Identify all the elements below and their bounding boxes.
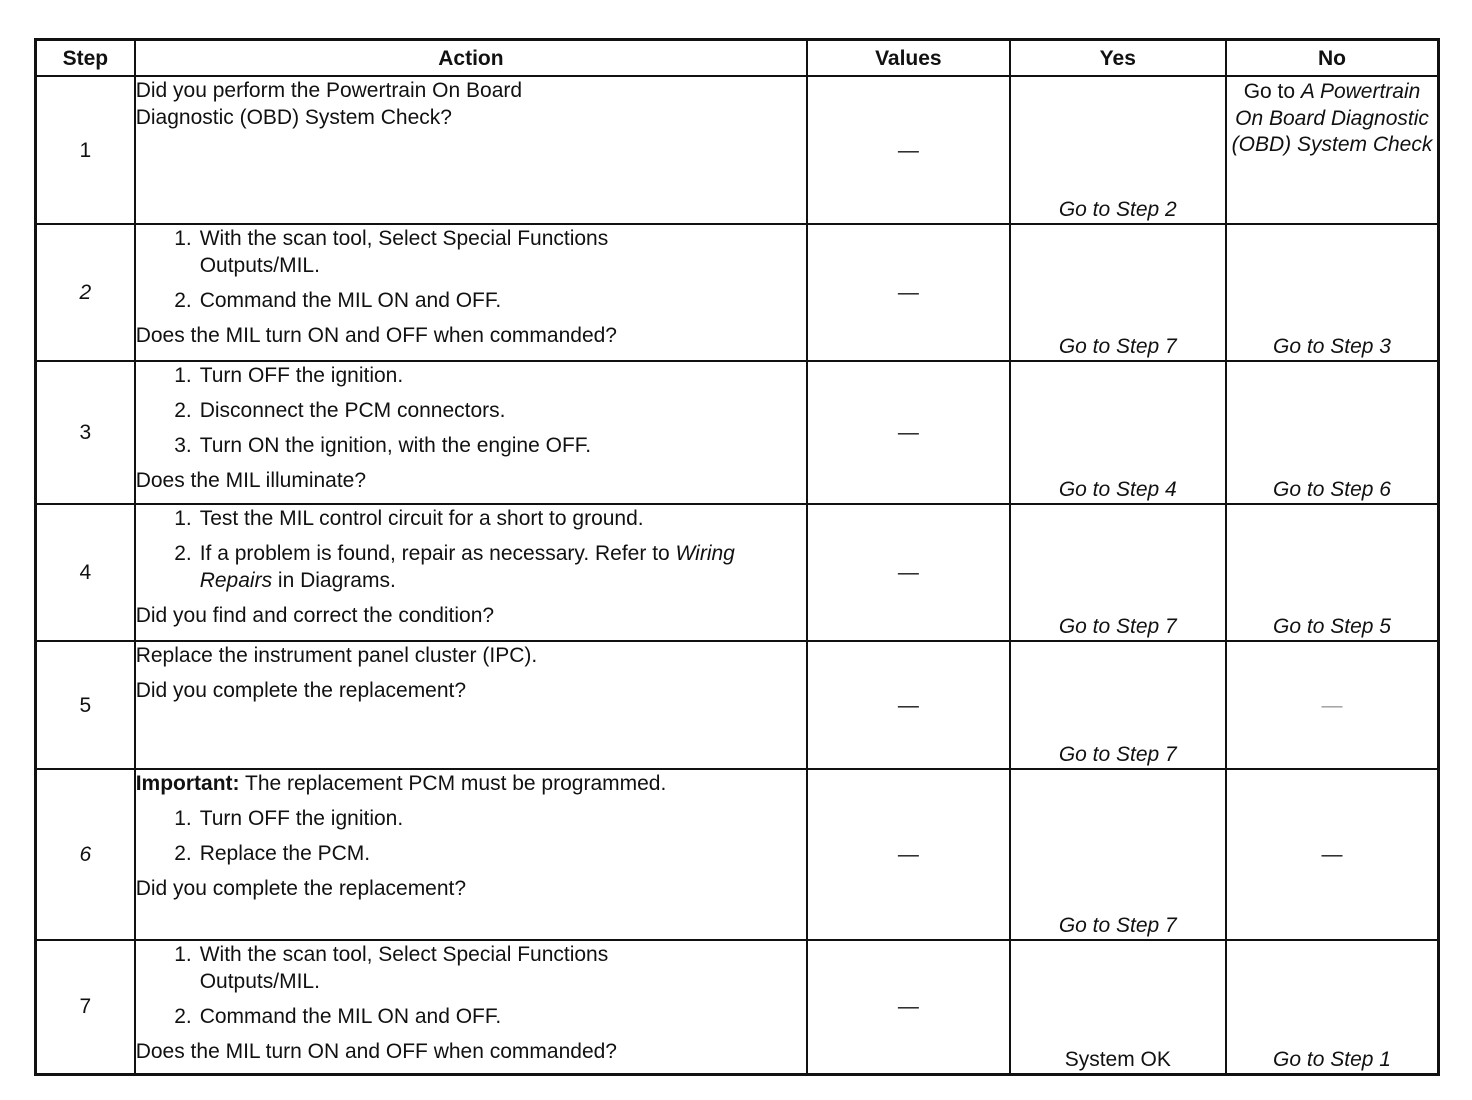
action-cell bbox=[135, 940, 807, 1074]
header-values: Values bbox=[807, 40, 1009, 77]
action-question: Did you find and correct the condition? bbox=[135, 604, 495, 627]
header-row bbox=[36, 40, 1439, 77]
list-item bbox=[136, 432, 806, 459]
item-number: 2. bbox=[174, 289, 192, 312]
no-prefix: Go to bbox=[1243, 80, 1301, 103]
list-item bbox=[136, 505, 806, 532]
no-cell: Go to Step 3 bbox=[1226, 224, 1438, 361]
action-question: Did you perform the Powertrain On Board Diagnostic (OBD) System Check? bbox=[135, 79, 523, 129]
item-number: 2. bbox=[174, 1005, 192, 1028]
table-row bbox=[36, 504, 1439, 641]
table-row bbox=[36, 769, 1439, 940]
item-text: With the scan tool, Select Special Functions Outputs/MIL. bbox=[199, 227, 609, 277]
no-cell: — bbox=[1226, 769, 1438, 940]
item-text: Replace the PCM. bbox=[199, 842, 371, 865]
yes-cell: Go to Step 7 bbox=[1010, 769, 1226, 940]
table-row bbox=[36, 224, 1439, 361]
item-number: 2. bbox=[174, 842, 192, 865]
step-number: 2 bbox=[36, 224, 135, 361]
item-text: Turn ON the ignition, with the engine OFF. bbox=[199, 434, 592, 457]
action-cell bbox=[135, 641, 807, 769]
action-cell bbox=[135, 224, 807, 361]
no-cell: — bbox=[1226, 641, 1438, 769]
action-line: Replace the instrument panel cluster (IPC). bbox=[135, 644, 538, 667]
step-number: 6 bbox=[36, 769, 135, 940]
action-cell bbox=[135, 769, 807, 940]
list-item bbox=[136, 840, 806, 867]
wiring-repairs-link[interactable]: Wiring Repairs bbox=[199, 542, 735, 592]
table-row bbox=[36, 641, 1439, 769]
action-cell bbox=[135, 361, 807, 504]
item-text: Command the MIL ON and OFF. bbox=[199, 289, 502, 312]
header-yes: Yes bbox=[1010, 40, 1226, 77]
step-number: 1 bbox=[36, 76, 135, 224]
yes-cell: Go to Step 4 bbox=[1010, 361, 1226, 504]
item-text: Disconnect the PCM connectors. bbox=[199, 399, 506, 422]
yes-cell: Go to Step 7 bbox=[1010, 224, 1226, 361]
list-item bbox=[136, 540, 806, 594]
action-cell bbox=[135, 76, 807, 224]
list-item bbox=[136, 941, 806, 995]
header-step: Step bbox=[36, 40, 135, 77]
list-item bbox=[136, 362, 806, 389]
no-cell bbox=[1226, 76, 1438, 224]
header-no: No bbox=[1226, 40, 1438, 77]
list-item bbox=[136, 225, 806, 279]
table-row bbox=[36, 940, 1439, 1074]
values-cell: — bbox=[807, 641, 1009, 769]
values-cell: — bbox=[807, 769, 1009, 940]
item-number: 3. bbox=[174, 434, 192, 457]
item-number: 1. bbox=[174, 507, 192, 530]
no-cell: Go to Step 6 bbox=[1226, 361, 1438, 504]
step-number: 5 bbox=[36, 641, 135, 769]
no-link: A Powertrain On Board Diagnostic (OBD) System Check bbox=[1231, 80, 1433, 156]
item-text: With the scan tool, Select Special Functions Outputs/MIL. bbox=[199, 943, 609, 993]
action-question: Does the MIL turn ON and OFF when commanded? bbox=[135, 1040, 617, 1063]
step-number: 3 bbox=[36, 361, 135, 504]
values-cell: — bbox=[807, 76, 1009, 224]
item-text-prefix: If a problem is found, repair as necessary. Refer to bbox=[199, 542, 676, 565]
header-action: Action bbox=[135, 40, 807, 77]
item-text bbox=[200, 540, 806, 594]
item-text-suffix: in Diagrams. bbox=[272, 569, 396, 592]
item-text: Turn OFF the ignition. bbox=[199, 364, 404, 387]
item-number: 1. bbox=[174, 227, 192, 250]
values-cell: — bbox=[807, 504, 1009, 641]
action-question: Did you complete the replacement? bbox=[135, 877, 467, 900]
diagnostic-table bbox=[34, 38, 1440, 1076]
item-text: Test the MIL control circuit for a short to ground. bbox=[199, 507, 644, 530]
action-cell bbox=[135, 504, 807, 641]
step-number: 7 bbox=[36, 940, 135, 1074]
yes-cell: System OK bbox=[1010, 940, 1226, 1074]
list-item bbox=[136, 287, 806, 314]
yes-cell: Go to Step 7 bbox=[1010, 641, 1226, 769]
yes-cell: Go to Step 7 bbox=[1010, 504, 1226, 641]
important-note bbox=[136, 770, 806, 797]
item-number: 2. bbox=[174, 542, 192, 565]
table-row bbox=[36, 361, 1439, 504]
item-number: 1. bbox=[174, 943, 192, 966]
yes-cell: Go to Step 2 bbox=[1010, 76, 1226, 224]
important-label: Important: bbox=[135, 772, 240, 795]
list-item bbox=[136, 805, 806, 832]
no-cell: Go to Step 1 bbox=[1226, 940, 1438, 1074]
item-text: Turn OFF the ignition. bbox=[199, 807, 404, 830]
item-number: 1. bbox=[174, 807, 192, 830]
item-text: Command the MIL ON and OFF. bbox=[199, 1005, 502, 1028]
list-item bbox=[136, 397, 806, 424]
values-cell: — bbox=[807, 224, 1009, 361]
important-text: The replacement PCM must be programmed. bbox=[239, 772, 667, 795]
values-cell: — bbox=[807, 940, 1009, 1074]
item-number: 2. bbox=[174, 399, 192, 422]
action-question: Did you complete the replacement? bbox=[135, 679, 467, 702]
item-number: 1. bbox=[174, 364, 192, 387]
list-item bbox=[136, 1003, 806, 1030]
action-question: Does the MIL illuminate? bbox=[135, 469, 367, 492]
action-question: Does the MIL turn ON and OFF when commanded? bbox=[135, 324, 617, 347]
no-cell: Go to Step 5 bbox=[1226, 504, 1438, 641]
table-row bbox=[36, 76, 1439, 224]
step-number: 4 bbox=[36, 504, 135, 641]
values-cell: — bbox=[807, 361, 1009, 504]
diagnostic-table-container bbox=[34, 38, 1440, 1076]
